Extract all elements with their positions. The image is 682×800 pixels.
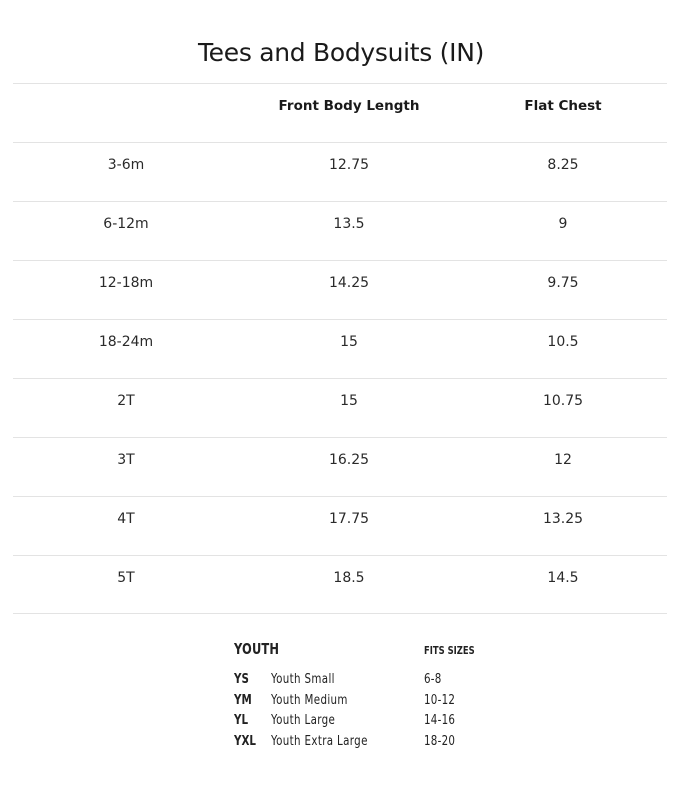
chest-cell: 14.5 <box>547 570 579 586</box>
length-cell: 12.75 <box>328 157 370 173</box>
table-bottom-divider <box>13 613 667 614</box>
table-row <box>13 260 667 319</box>
table-row <box>13 201 667 260</box>
youth-fits: 6-8 <box>424 672 442 687</box>
size-cell: 4T <box>117 511 135 527</box>
youth-name: Youth Large <box>271 713 336 728</box>
size-cell: 5T <box>117 570 135 586</box>
youth-row <box>234 713 494 734</box>
size-cell: 3-6m <box>107 157 145 173</box>
table-row <box>13 437 667 496</box>
size-cell: 2T <box>117 393 135 409</box>
table-row <box>13 319 667 378</box>
size-cell: 12-18m <box>98 275 154 291</box>
chest-cell: 10.75 <box>542 393 584 409</box>
youth-row <box>234 672 494 693</box>
youth-size-chart <box>234 640 494 754</box>
size-cell: 18-24m <box>98 334 154 350</box>
youth-fits: 18-20 <box>424 733 456 749</box>
length-cell: 18.5 <box>333 570 365 586</box>
size-table <box>13 83 667 614</box>
chest-cell: 9.75 <box>547 275 579 291</box>
page-title: Tees and Bodysuits (IN) <box>197 38 485 67</box>
fits-sizes-heading: FITS SIZES <box>424 644 475 657</box>
table-row <box>13 555 667 614</box>
youth-code: YM <box>234 692 252 708</box>
length-cell: 15 <box>340 334 358 350</box>
length-cell: 17.75 <box>328 511 370 527</box>
chest-cell: 10.5 <box>547 334 579 350</box>
youth-header <box>234 640 494 672</box>
chest-cell: 9 <box>558 216 568 232</box>
youth-heading: YOUTH <box>234 640 280 658</box>
length-cell: 13.5 <box>333 216 365 232</box>
youth-name: Youth Extra Large <box>271 733 368 749</box>
length-cell: 14.25 <box>328 275 370 291</box>
header-front-body-length: Front Body Length <box>278 98 420 114</box>
chest-cell: 12 <box>554 452 572 468</box>
table-row <box>13 496 667 555</box>
length-cell: 15 <box>340 393 358 409</box>
table-row <box>13 378 667 437</box>
chest-cell: 13.25 <box>542 511 584 527</box>
size-cell: 6-12m <box>103 216 149 232</box>
header-flat-chest: Flat Chest <box>524 98 602 114</box>
youth-name: Youth Small <box>271 672 335 687</box>
youth-fits: 14-16 <box>424 713 456 728</box>
youth-row <box>234 693 494 714</box>
youth-row <box>234 734 494 755</box>
length-cell: 16.25 <box>328 452 370 468</box>
table-header-row <box>13 83 667 142</box>
header-size <box>13 84 239 142</box>
chest-cell: 8.25 <box>547 157 579 173</box>
youth-fits: 10-12 <box>424 692 456 708</box>
youth-name: Youth Medium <box>271 692 348 708</box>
table-row <box>13 142 667 201</box>
youth-code: YS <box>234 672 249 687</box>
youth-code: YXL <box>234 733 256 749</box>
youth-code: YL <box>234 713 249 728</box>
size-cell: 3T <box>117 452 135 468</box>
